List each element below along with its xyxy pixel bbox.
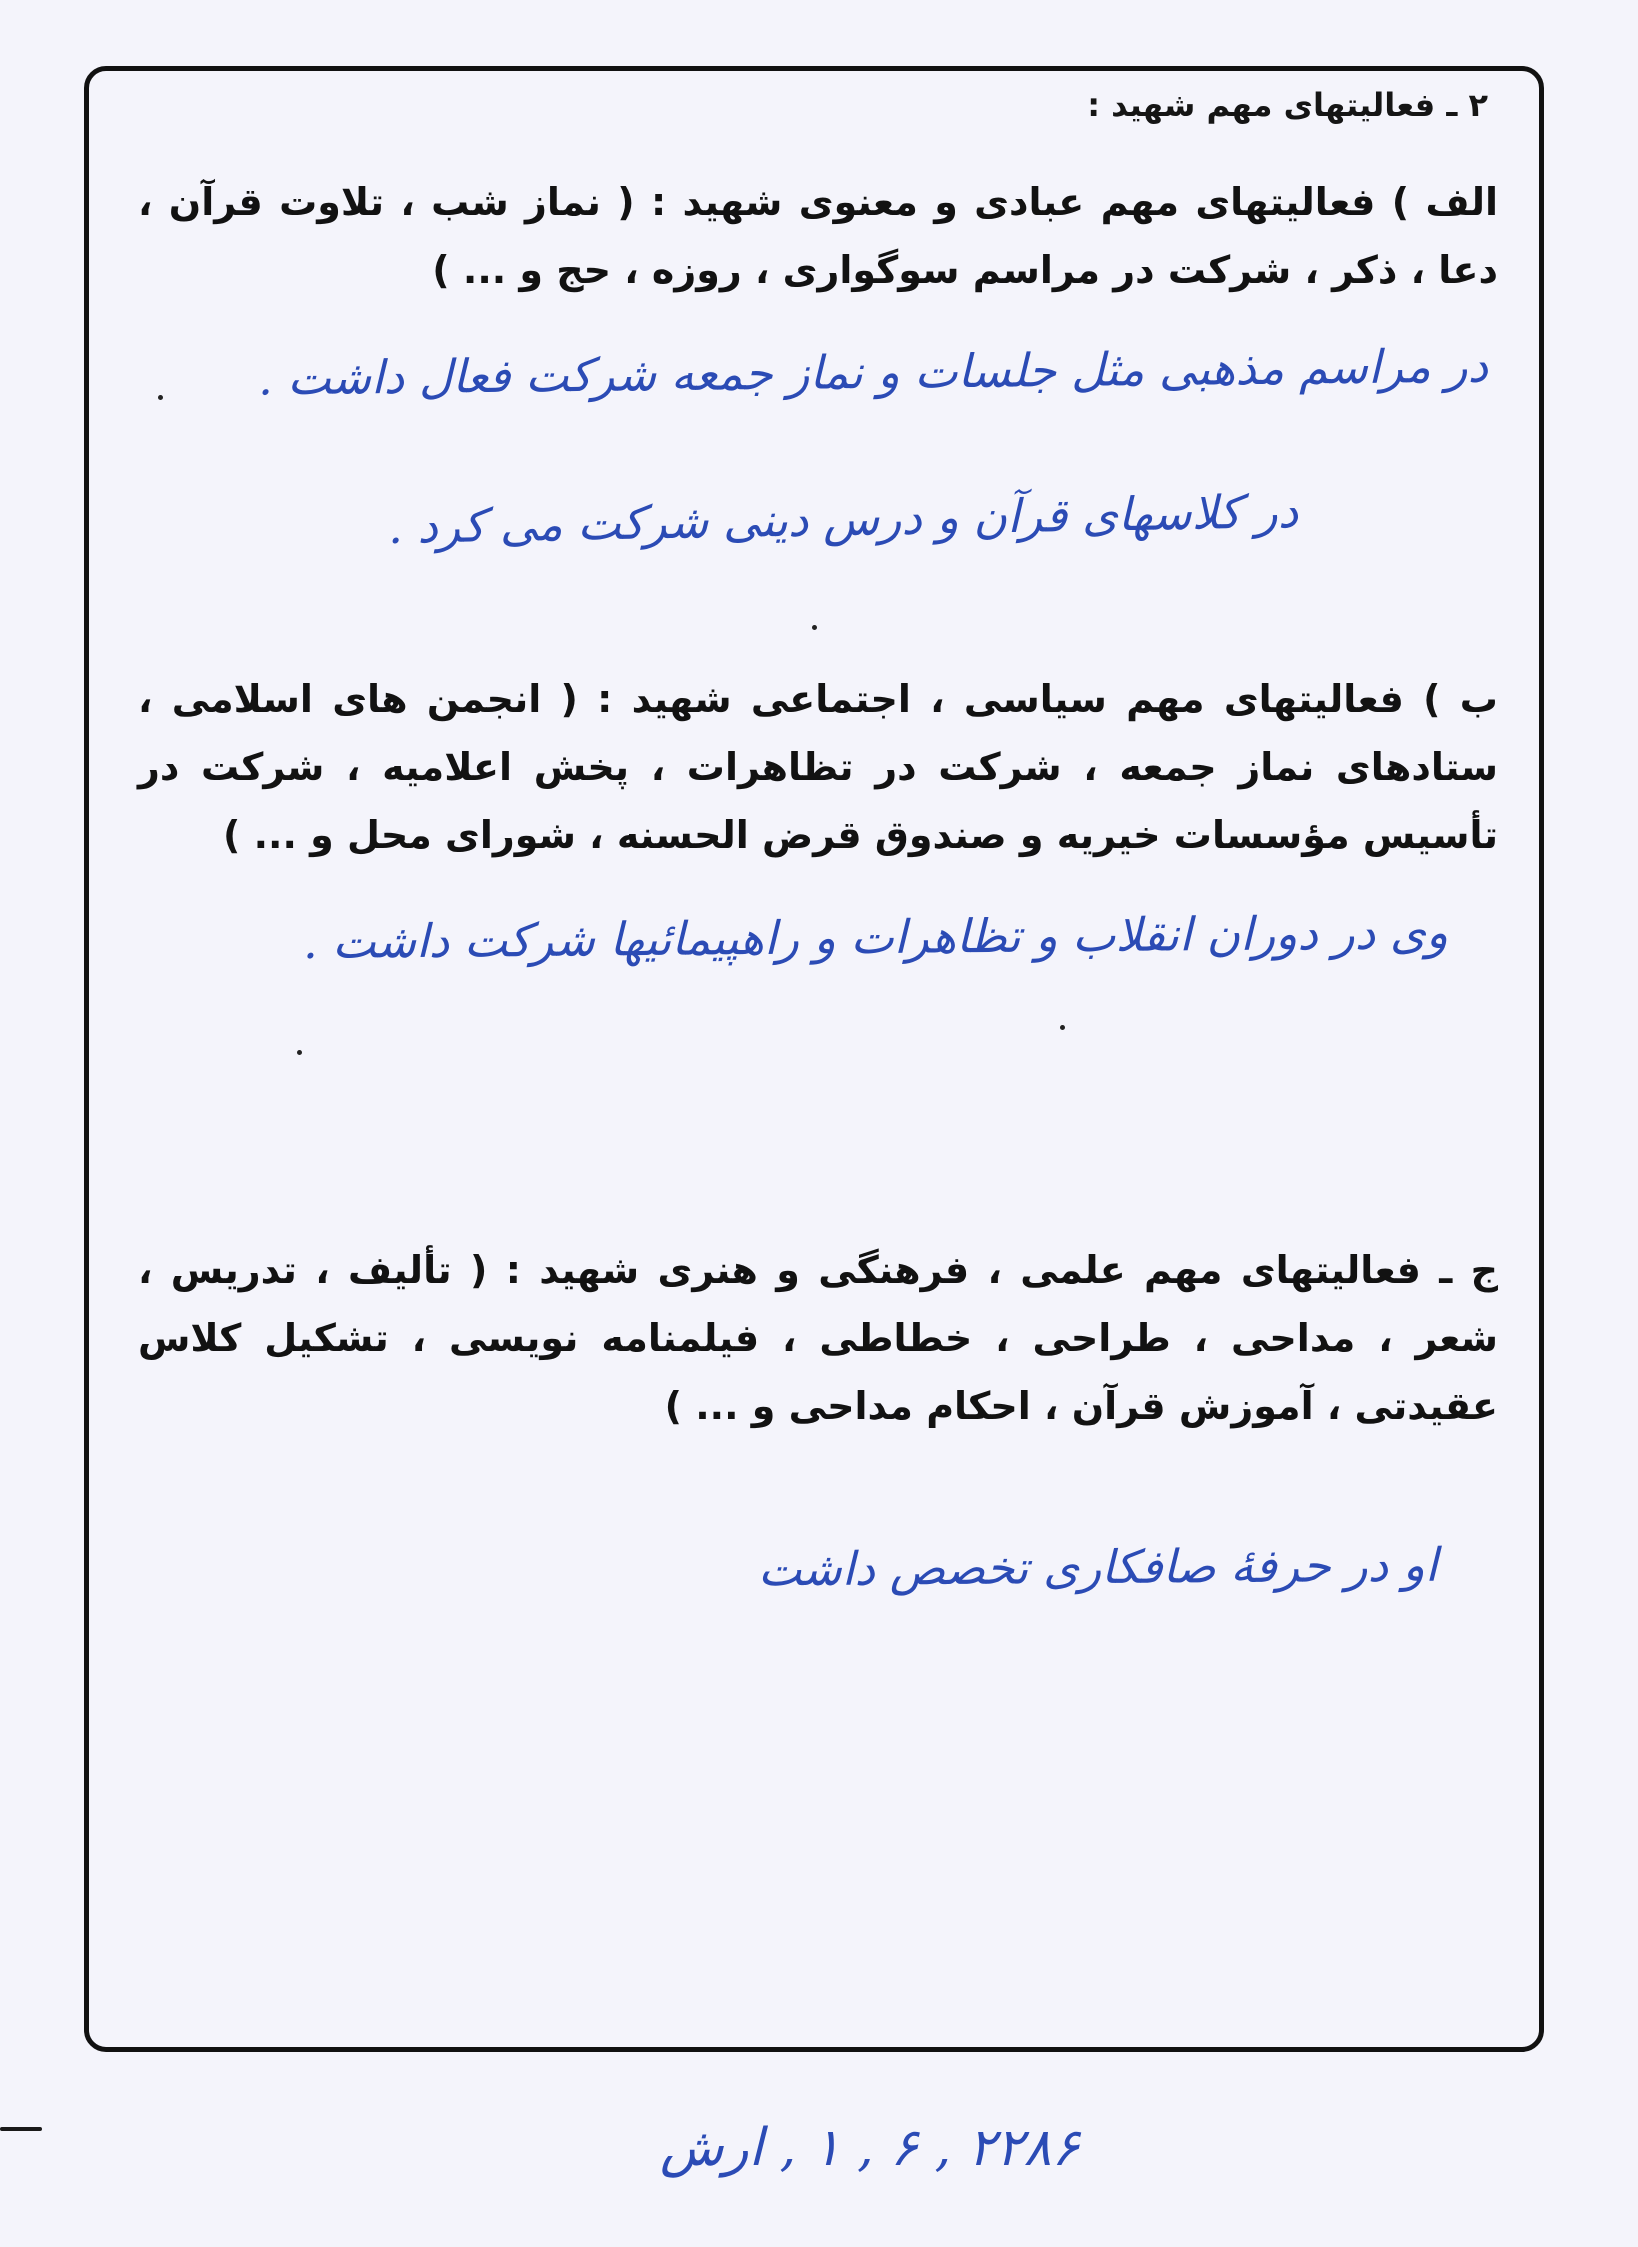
ink-speck — [297, 1050, 302, 1055]
section-c-handwritten-line-1: او در حرفهٔ صافکاری تخصص داشت — [758, 1537, 1439, 1597]
section-a-handwritten-line-2: در کلاسهای قرآن و درس دینی شرکت می کرد . — [387, 484, 1299, 554]
ink-speck — [158, 395, 163, 400]
section-c-printed-text: ج ـ فعالیتهای مهم علمی ، فرهنگی و هنری شهید : ( تألیف ، تدریس ، شعر ، مداحی ، طراحی ، خطاطی ، فیلمنامه نویسی ، تشکیل کلاس عقیدتی ، آموزش قرآن ، احکام مداحی و ... ) — [138, 1248, 1498, 1428]
footer-handwritten-note: ۲۲۸۶ , ۶ , ۱ , ارش — [660, 2118, 1080, 2178]
section-a-handwritten-line-1: در مراسم مذهبی مثل جلسات و نماز جمعه شرکت فعال داشت . — [257, 338, 1489, 406]
margin-mark — [0, 2127, 42, 2131]
section-b-printed-text: ب ) فعالیتهای مهم سیاسی ، اجتماعی شهید : ( انجمن های اسلامی ، ستادهای نماز جمعه ، شرکت در تظاهرات ، پخش اعلامیه ، شرکت در تأسیس مؤسسات خیریه و صندوق قرض الحسنه ، شورای محل و ... ) — [138, 677, 1498, 857]
section-a-printed-text: الف ) فعالیتهای مهم عبادی و معنوی شهید : ( نماز شب ، تلاوت قرآن ، دعا ، ذکر ، شرکت در مراسم سوگواری ، روزه ، حج و ... ) — [138, 180, 1498, 292]
section-heading: ۲ ـ فعالیتهای مهم شهید : — [1087, 86, 1488, 124]
section-b-handwritten-line-1: وی در دوران انقلاب و تظاهرات و راهپیمائیها شرکت داشت . — [302, 905, 1449, 969]
ink-speck — [812, 625, 817, 630]
ink-speck — [1060, 1025, 1065, 1030]
